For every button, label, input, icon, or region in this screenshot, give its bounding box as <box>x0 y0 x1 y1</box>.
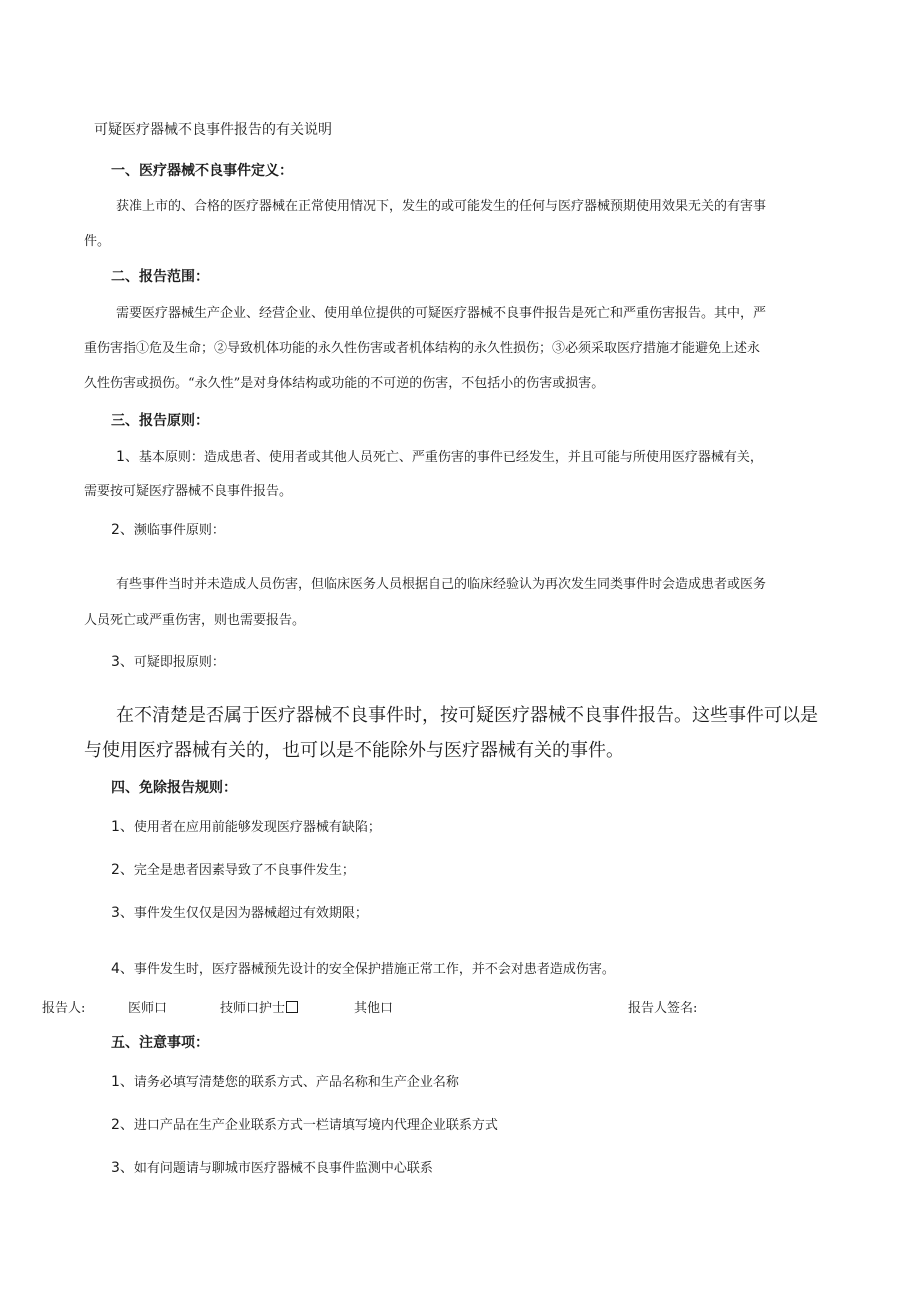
section-4-heading: 四、免除报告规则： <box>111 780 237 796</box>
reporter-signature-label: 报告人签名: <box>628 1001 698 1016</box>
notice-item-1 <box>111 1073 459 1092</box>
exemption-item-4 <box>111 960 615 979</box>
principle-3-label: 可疑即报原则： <box>133 655 225 670</box>
reporter-other-option[interactable]: 其他口 <box>354 1001 394 1016</box>
reporter-doctor-option[interactable]: 医师口 <box>128 1001 168 1016</box>
section-3-heading: 三、报告原则： <box>111 413 209 429</box>
principle-3-number: 3、 <box>111 654 134 670</box>
reporter-tech-nurse-option[interactable] <box>220 1000 298 1018</box>
principle-1-number: 1、 <box>116 449 139 465</box>
principle-2-line-2: 人员死亡或严重伤害，则也需要报告。 <box>84 613 306 628</box>
principle-2-label: 濒临事件原则： <box>133 523 225 538</box>
exemption-item-1-number: 1、 <box>111 819 134 835</box>
notice-item-2-text: 进口产品在生产企业联系方式一栏请填写境内代理企业联系方式 <box>133 1118 498 1133</box>
principle-3-line-1: 在不清楚是否属于医疗器械不良事件时，按可疑医疗器械不良事件报告。这些事件可以是 <box>116 705 818 726</box>
section-1-line-2: 件。 <box>84 234 111 249</box>
principle-3 <box>111 653 225 672</box>
section-2-heading: 二、报告范围： <box>111 269 209 285</box>
exemption-item-2-text: 完全是患者因素导致了不良事件发生； <box>133 863 355 878</box>
notice-item-1-text: 请务必填写清楚您的联系方式、产品名称和生产企业名称 <box>133 1075 459 1090</box>
principle-1-line-1: 基本原则：造成患者、使用者或其他人员死亡、严重伤害的事件已经发生，并且可能与所使用医疗器械有关， <box>138 450 763 465</box>
notice-item-2 <box>111 1116 498 1135</box>
exemption-item-3 <box>111 904 368 923</box>
notice-item-1-number: 1、 <box>111 1074 134 1090</box>
notice-item-2-number: 2、 <box>111 1117 134 1133</box>
principle-2 <box>111 521 225 540</box>
section-2-line-1: 需要医疗器械生产企业、经营企业、使用单位提供的可疑医疗器械不良事件报告是死亡和严重伤害报告。其中，严 <box>116 306 767 321</box>
principle-2-line-1: 有些事件当时并未造成人员伤害，但临床医务人员根据自己的临床经验认为再次发生同类事件时会造成患者或医务 <box>116 577 767 592</box>
exemption-item-3-number: 3、 <box>111 905 134 921</box>
notice-item-3-number: 3、 <box>111 1160 134 1176</box>
section-5-heading: 五、注意事项： <box>111 1035 209 1051</box>
notice-item-3 <box>111 1159 433 1178</box>
principle-2-number: 2、 <box>111 522 134 538</box>
section-1-heading: 一、医疗器械不良事件定义： <box>111 163 293 179</box>
notice-item-3-text: 如有问题请与聊城市医疗器械不良事件监测中心联系 <box>133 1161 433 1176</box>
exemption-item-4-text: 事件发生时，医疗器械预先设计的安全保护措施正常工作，并不会对患者造成伤害。 <box>133 962 615 977</box>
document-title: 可疑医疗器械不良事件报告的有关说明 <box>94 122 332 138</box>
section-1-line-1: 获准上市的、合格的医疗器械在正常使用情况下，发生的或可能发生的任何与医疗器械预期使用效果无关的有害事 <box>116 199 767 214</box>
exemption-item-1 <box>111 818 381 837</box>
principle-1-line-2: 需要按可疑医疗器械不良事件报告。 <box>84 484 293 499</box>
exemption-item-2-number: 2、 <box>111 862 134 878</box>
exemption-item-2 <box>111 861 355 880</box>
exemption-item-4-number: 4、 <box>111 961 134 977</box>
section-2-line-3: 久性伤害或损伤。“永久性”是对身体结构或功能的不可逆的伤害，不包括小的伤害或损害。 <box>84 376 605 391</box>
principle-3-line-2: 与使用医疗器械有关的，也可以是不能除外与医疗器械有关的事件。 <box>84 740 624 761</box>
reporter-label: 报告人: <box>42 1001 86 1016</box>
section-2-line-2: 重伤害指①危及生命；②导致机体功能的永久性伤害或者机体结构的永久性损伤；③必须采取医疗措施才能避免上述永 <box>84 341 761 356</box>
exemption-item-1-text: 使用者在应用前能够发现医疗器械有缺陷； <box>133 820 381 835</box>
exemption-item-3-text: 事件发生仅仅是因为器械超过有效期限； <box>133 906 368 921</box>
nurse-checkbox-icon[interactable] <box>286 1001 298 1013</box>
reporter-tech-nurse-label: 技师口护士 <box>220 1001 286 1016</box>
principle-1 <box>116 448 763 467</box>
